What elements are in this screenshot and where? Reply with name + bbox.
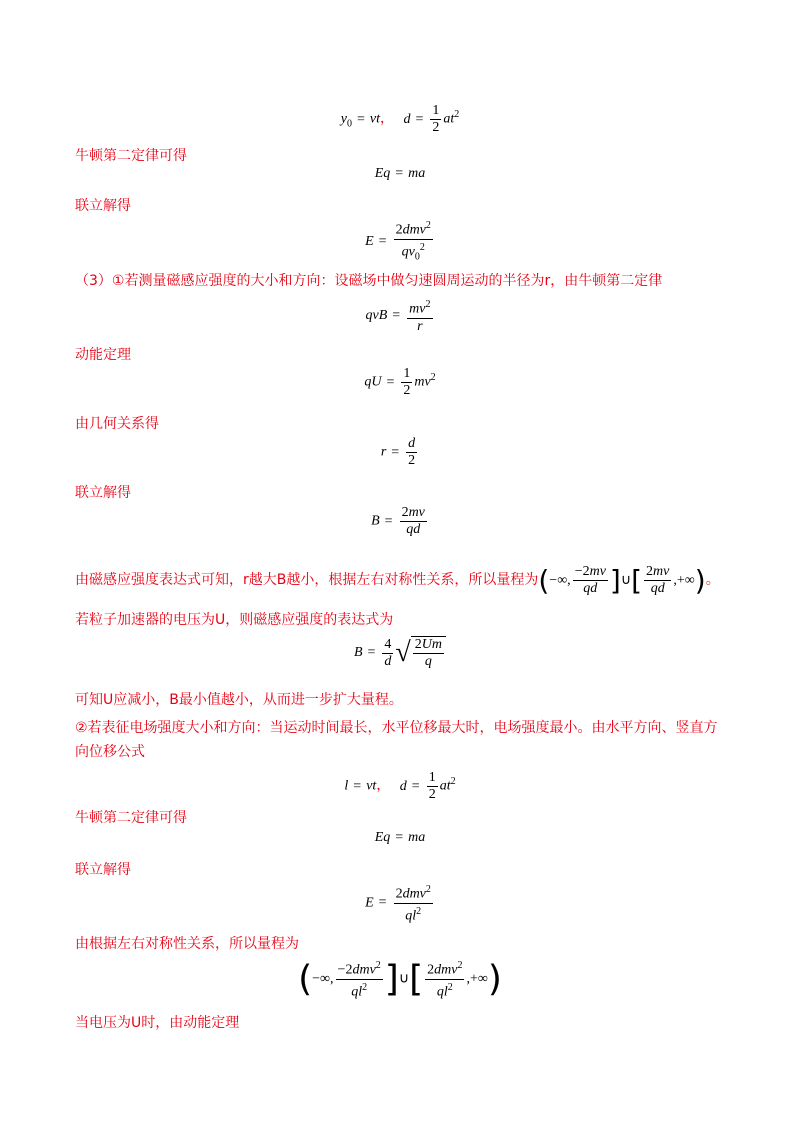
equation-b-sqrt: B = $\frac{4}{d}$ √ $\frac{2Um}{q}$ [0, 636, 800, 670]
equation-e-2dmv2: E = $\frac{2dmv^2}{qv_0^2}$ [365, 220, 431, 263]
equation-qvb: qvB = $\frac{mv^2}{r}$ [365, 299, 431, 334]
text-period: 。 [705, 572, 720, 588]
text-solve: 联立解得 [75, 198, 131, 214]
text-accelerator-voltage: 若粒子加速器的电压为U，则磁感应强度的表达式为 [75, 612, 394, 628]
range-b-line [75, 558, 720, 602]
equation-qu: qU = $\frac{1}{2}$ $mv^2$ [364, 366, 436, 398]
equation-eq-ma-2: Eq = ma [374, 830, 426, 845]
text-part2-electric: ②若表征电场强度大小和方向：当运动时间最长，水平位移最大时，电场强度最小。由水平方向、竖直方向位移公式 [75, 720, 718, 760]
text-voltage-kinetic: 当电压为U时，由动能定理 [75, 1015, 240, 1031]
text-kinetic-energy-theorem: 动能定理 [75, 347, 131, 363]
equation-r-d2: r = $\frac{d}{2}$ [380, 436, 416, 468]
text-newton-second-law: 牛顿第二定律可得 [75, 148, 187, 164]
text-solve-2: 联立解得 [75, 485, 131, 501]
text-symmetry-range: 由根据左右对称性关系，所以量程为 [75, 936, 299, 952]
text-part3-magnetic: （3）①若测量磁感应强度的大小和方向：设磁场中做匀速圆周运动的半径为r，由牛顿第二定律 [75, 273, 663, 289]
text-geometry: 由几何关系得 [75, 416, 159, 432]
equation-l-vt: l = vt， d = $\frac{1}{2}$ $at^2$ [344, 770, 456, 802]
text-range-b: 由磁感应强度表达式可知，r越大B越小，根据左右对称性关系，所以量程为 [75, 572, 539, 588]
equation-range-e: (−∞, $\frac{-2dmv^2}{ql^2}$ ]∪[ $\frac{2dmv^2}{ql^2}$ ,+∞) [298, 958, 502, 1000]
text-newton-second-law-2: 牛顿第二定律可得 [75, 810, 187, 826]
equation-e-ql2: E = $\frac{2dmv^2}{ql^2}$ [365, 884, 431, 924]
equation-eq-ma: Eq = ma [374, 166, 426, 181]
range-b-formula: (−∞, $\frac{-2mv}{qd}$ ]∪[ $\frac{2mv}{qd}$ ,+∞) [538, 563, 706, 597]
text-u-decrease: 可知U应减小，B最小值越小，从而进一步扩大量程。 [75, 692, 403, 708]
equation-y0-vt: $y_0$ = vt， d = $\frac{1}{2}$ $at^2$ [340, 103, 460, 135]
text-solve-3: 联立解得 [75, 862, 131, 878]
equation-b-2mv: B = $\frac{2mv}{qd}$ [371, 505, 425, 537]
